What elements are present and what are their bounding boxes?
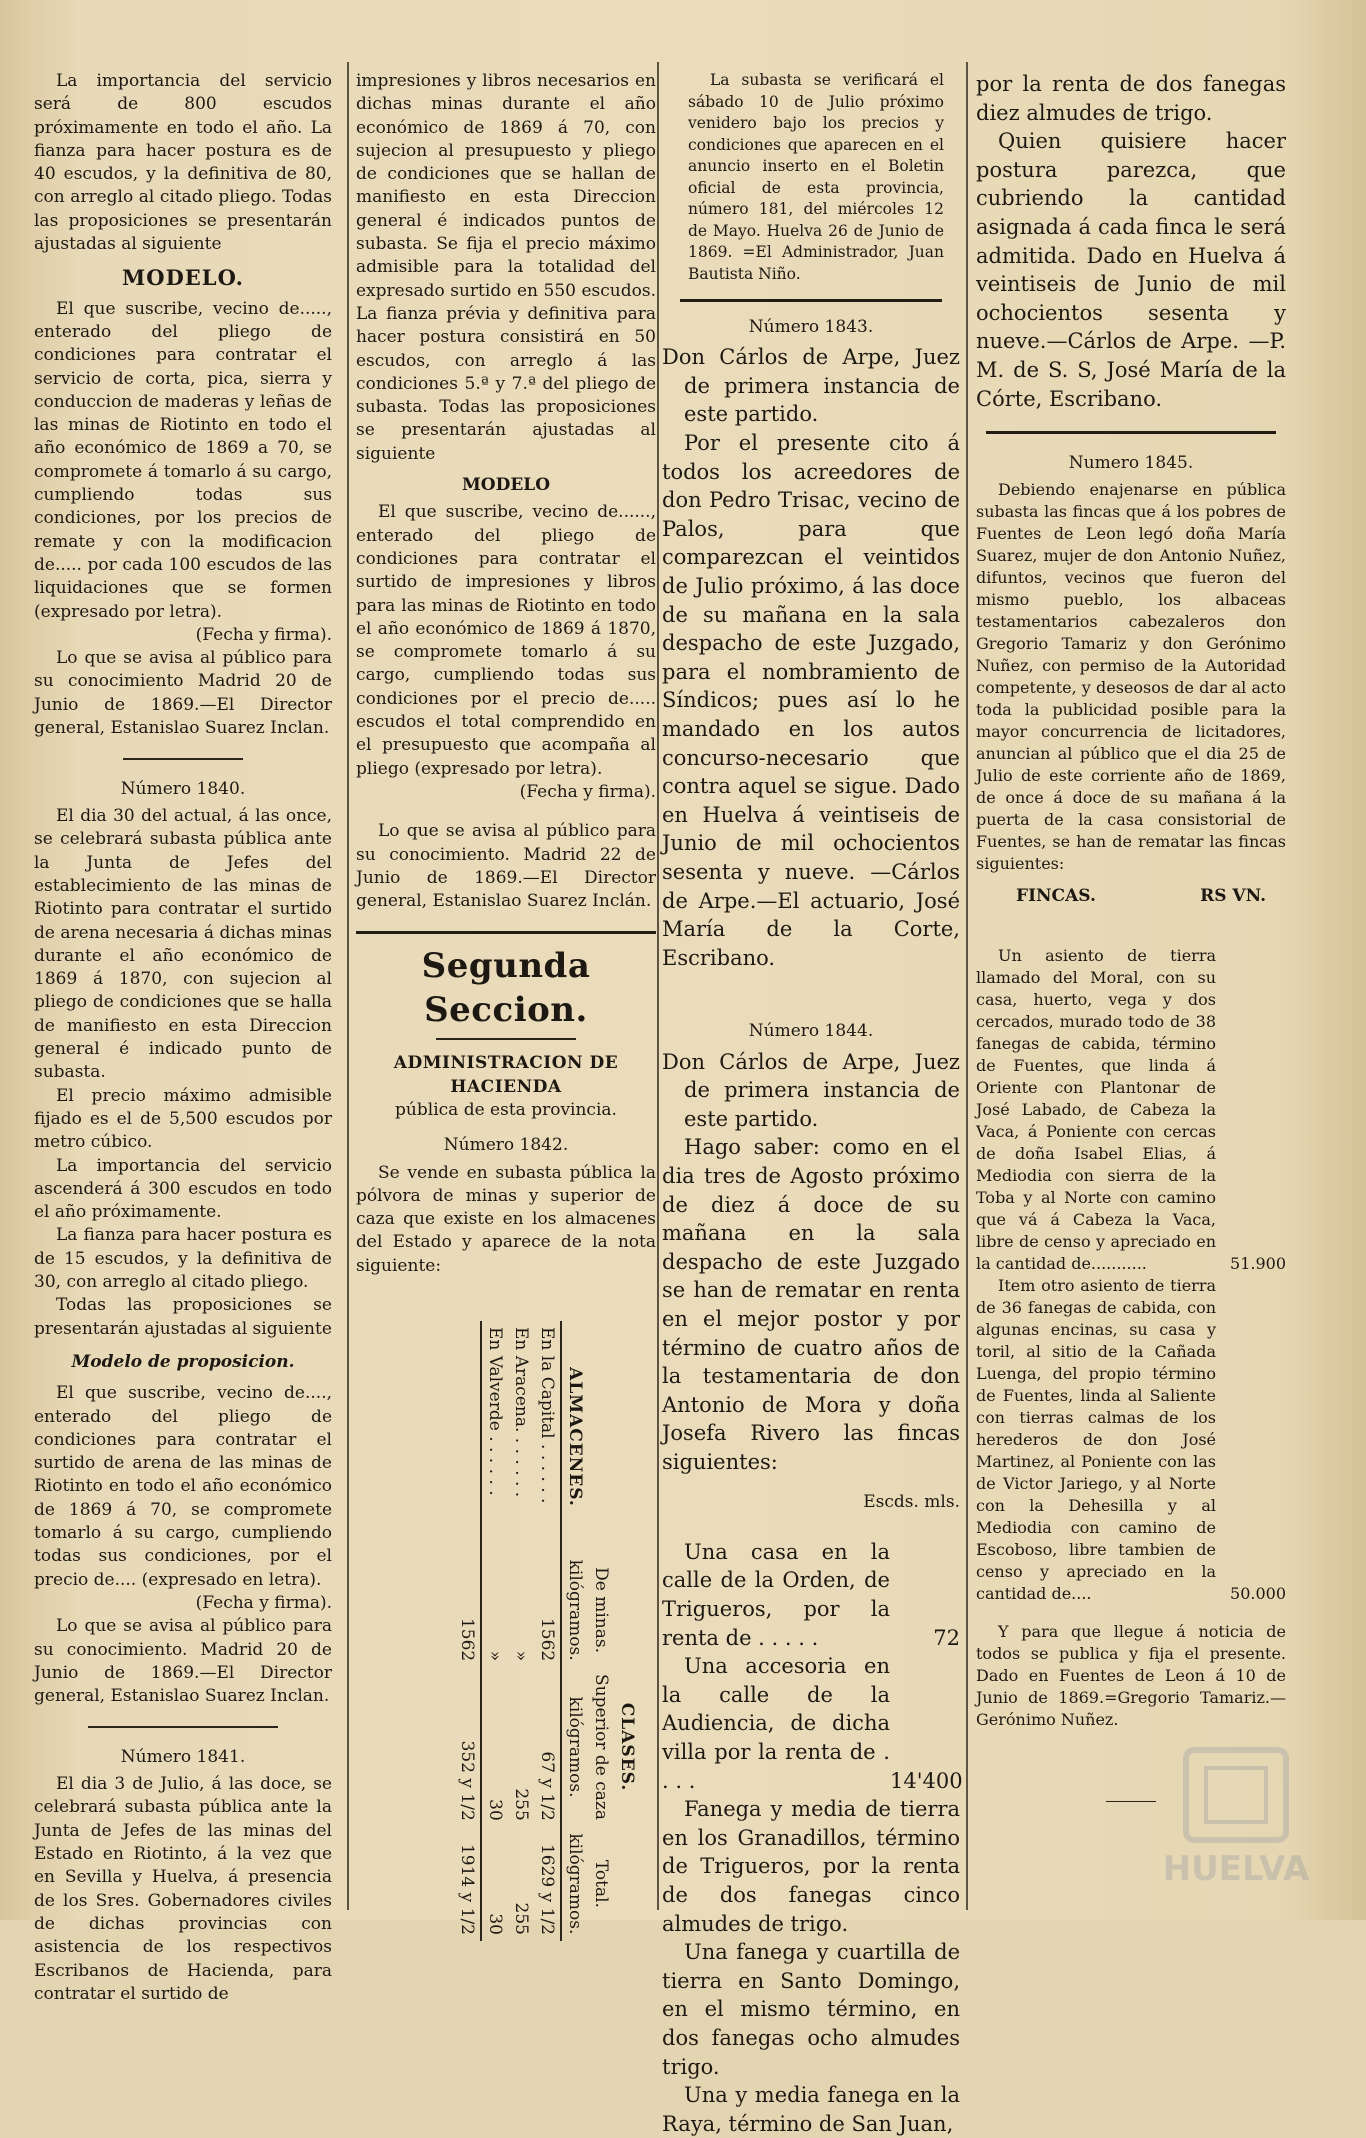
finca-value: 14'400 <box>890 1768 963 1793</box>
divider <box>986 431 1276 434</box>
notice-number: Número 1840. <box>120 778 246 799</box>
admin-subtitle: pública de esta provincia. <box>395 1099 617 1120</box>
table-cell: 255 <box>511 1788 531 1821</box>
table-cell: 255 <box>511 1902 531 1936</box>
paragraph: La importancia del servicio ascenderá á 300 escudos en todo el año próximamente. <box>34 1155 332 1223</box>
notice-number: Número 1841. <box>120 1746 246 1767</box>
table-cell: » <box>511 1650 531 1662</box>
paragraph: impresiones y libros necesarios en dichas minas durante el año económico de 1869 á 70, con sujecion al presupuesto y pliego de condiciones que se hallan de manifiesto en esta Direccion general é indicados puntos de subasta. Se fija el precio máximo admisible para la totalidad del expresado surtido en 550 escudos. La fianza prévia y definitiva para hacer postura consistirá en 50 escudos, con arreglo á las condiciones 5.ª y 7.ª del pliego de subasta. Todas las proposiciones se presentarán ajustadas al siguiente <box>356 71 656 464</box>
section-title: Segunda Seccion. <box>421 946 591 1031</box>
column-3 <box>662 70 963 2136</box>
paragraph: La importancia del servicio será de 800 escudos próximamente en todo el año. La fianza para hacer postura es de 40 escudos, y la definitiva de 80, con arreglo al citado pliego. Todas las proposiciones se presentarán ajustadas al siguiente <box>34 71 332 255</box>
modelo-heading: MODELO. <box>122 265 244 291</box>
table-col-minas: De minas. <box>591 1567 611 1654</box>
rs-vn-label: RS VN. <box>1200 886 1266 907</box>
paragraph: El que suscribe, vecino de...., enterado del pliego de condiciones para contratar el surtido de arena de las minas de Riotinto en todo el año económico de 1869 á 70, se compromete tomarlo á su cargo, cumpliendo todas sus condiciones, por el precio de.... (expresado en letra). <box>34 1383 332 1590</box>
paragraph: Lo que se avisa al público para su conocimiento. Madrid 22 de Junio de 1869.—El Director general, Estanislao Suarez Inclán. <box>356 821 656 912</box>
table-cell: En Valverde . . . . . . <box>485 1327 505 1496</box>
modelo-heading: Modelo de proposicion. <box>71 1351 295 1372</box>
paragraph: Don Cárlos de Arpe, Juez de primera instancia de este partido. <box>662 1049 960 1131</box>
paragraph: La subasta se verificará el sábado 10 de Julio próximo venidero bajo los precios y condiciones que aparecen en el anuncio inserto en el Boletin oficial de esta provincia, número 181, del miércoles 12 de Mayo. Huelva 26 de Junio de 1869. =El Administrador, Juan Bautista Niño. <box>688 71 944 283</box>
table-unit: kilógramos. <box>565 1696 585 1798</box>
paragraph: Don Cárlos de Arpe, Juez de primera instancia de este partido. <box>662 345 960 427</box>
fecha-firma: (Fecha y firma). <box>519 781 656 802</box>
list-item <box>662 1652 963 1795</box>
paragraph: Se vende en subasta pública la pólvora de minas y superior de caza que existe en los almacenes del Estado y aparece de la nota siguiente: <box>356 1162 656 1276</box>
table-row <box>534 1321 561 1941</box>
notice-number: Número 1842. <box>443 1135 569 1156</box>
column-divider <box>966 62 968 1910</box>
table-cell: » <box>485 1650 505 1662</box>
table-unit: kilógramos. <box>565 1833 585 1935</box>
paragraph: El dia 3 de Julio, á las doce, se celebrará subasta pública ante la Junta de Jefes de las minas del Estado en Riotinto, á la vez que en Sevilla y Huelva, á presencia de los Sres. Gobernadores civiles de dichas provincias con asistencia de los respectivos Escribanos de Hacienda, para contratar el surtido de <box>34 1774 332 2004</box>
table-cell: En la Capital . . . . . . <box>534 1321 561 1553</box>
paragraph: Lo que se avisa al público para su conocimiento Madrid 20 de Junio de 1869.—El Director general, Estanislao Suarez Inclan. <box>34 648 332 739</box>
table-cell: 1562 <box>454 1553 481 1667</box>
list-item <box>662 1538 960 1652</box>
finca-value: 72 <box>933 1625 960 1650</box>
column-divider <box>347 62 349 1910</box>
fecha-firma: (Fecha y firma). <box>195 624 332 645</box>
admin-title: ADMINISTRACION DE HACIENDA <box>393 1053 619 1097</box>
table-header-almacenes: ALMACENES. <box>565 1367 585 1507</box>
divider <box>436 1038 576 1040</box>
seal-text: HUELVA <box>1162 1849 1310 1889</box>
notice-number: Número 1843. <box>748 317 874 337</box>
paragraph: Y para que llegue á noticia de todos se publica y fija el presente. Dado en Fuentes de Leon á 10 de Junio de 1869.=Gregorio Tamariz.— Gerónimo Nuñez. <box>976 1621 1286 1729</box>
paragraph: El dia 30 del actual, á las once, se celebrará subasta pública ante la Junta de Jefes del establecimiento de las minas de Riotinto para contratar el surtido de arena necesaria á dichas minas durante el año económico de 1869 á 1870, con sujecion al pliego de condiciones que se halla de manifiesto en esta Direccion general é indicado punto de subasta. <box>34 806 332 1083</box>
list-item <box>976 1275 1286 1605</box>
fincas-header <box>1016 885 1266 908</box>
paragraph: Hago saber: como en el dia tres de Agosto próximo de diez á doce de su mañana en la sala despacho de este Juzgado se han de rematar en renta en el mejor postor y por término de cuatro años de la testamentaria de don Antonio de Mora y doña Josefa Rivero las fincas siguientes: <box>662 1135 960 1474</box>
finca-value: 50.000 <box>1230 1583 1286 1603</box>
powder-table <box>356 1286 656 1966</box>
divider <box>88 1726 278 1728</box>
column-2 <box>356 70 656 1936</box>
table-cell: En Aracena. . . . . . . <box>511 1327 531 1498</box>
notice-number: Numero 1845. <box>1068 453 1194 474</box>
paragraph: por la renta de dos fanegas diez almudes de trigo. <box>976 72 1286 125</box>
finca-description: Una casa en la calle de la Orden, de Trigueros, por la renta de . . . . . <box>662 1539 890 1650</box>
column-divider <box>657 62 659 1910</box>
finca-description: Una fanega y cuartilla de tierra en Santo Domingo, en el mismo término, en dos fanegas ocho almudes trigo. <box>662 1940 960 2079</box>
divider <box>356 931 656 934</box>
table-cell: 352 y 1/2 <box>454 1667 481 1827</box>
paragraph: La fianza para hacer postura es de 15 escudos, y la definitiva de 30, con arreglo al citado pliego. <box>34 1225 332 1293</box>
paragraph: Quien quisiere hacer postura parezca, que cubriendo la cantidad asignada á cada finca le será admitida. Dado en Huelva á veintiseis de Junio de mil ochocientos sesenta y nueve.—Cárlos de Arpe. —P. M. de S. S, José María de la Córte, Escribano. <box>976 129 1286 411</box>
paragraph: El que suscribe, vecino de....., enterado del pliego de condiciones para contratar el servicio de corta, pica, sierra y conduccion de maderas y leñas de las minas de Riotinto en todo el año económico de 1869 a 70, se compromete á tomarlo á su cargo, cumpliendo todas sus condiciones, por los precios de remate y con la modificacion de..... por cada 100 escudos de las liquidaciones que se formen (expresado por letra). <box>34 298 332 622</box>
paragraph: El precio máximo admisible fijado es el de 5,500 escudos por metro cúbico. <box>34 1085 332 1153</box>
table-cell: 1629 y 1/2 <box>534 1827 561 1941</box>
table-cell: 30 <box>485 1799 505 1821</box>
finca-value: 51.900 <box>1230 1253 1286 1273</box>
finca-description: Un asiento de tierra llamado del Moral, con su casa, huerto, vega y dos cercados, murado todo de 38 fanegas de cabida, término de Fuentes, que linda á Oriente con Plantonar de José Labado, de Cabeza la Vaca, á Poniente con cercas de doña Isabel Elias, á Mediodia con sierra de la Toba y al Norte con camino que vá á Cabeza la Vaca, libre de censo y apreciado en la cantidad de........... <box>976 945 1216 1273</box>
modelo-heading: MODELO <box>461 475 551 496</box>
fecha-firma: (Fecha y firma). <box>195 1592 332 1613</box>
table-cell: 1562 <box>534 1553 561 1667</box>
divider <box>680 299 942 302</box>
paragraph: Debiendo enajenarse en pública subasta las fincas que á los pobres de Fuentes de Leon legó doña María Suarez, mujer de don Antonio Nuñez, difuntos, vecinos que fueron del mismo pueblo, los albaceas testamentarios cabezaleros don Gregorio Tamariz y don Gerónimo Nuñez, con permiso de la Autoridad competente, y deseosos de dar al acto toda la publicidad posible para la mayor concurrencia de licitadores, anuncian al público que el dia 25 de Julio de este corriente año de 1869, de once á doce de su mañana á la puerta de la casa consistorial de Fuentes, se han de rematar las fincas siguientes: <box>976 480 1286 874</box>
table-totals-row <box>454 1321 481 1941</box>
archive-seal-logo <box>1146 1740 1326 1890</box>
column-header-escds: Escds. mls. <box>863 1491 960 1512</box>
table-header-clases: CLASES. <box>617 1702 637 1792</box>
table-row <box>481 1321 508 1941</box>
table-row <box>508 1321 534 1941</box>
table-unit: kilógramos. <box>565 1559 585 1661</box>
finca-description: Fanega y media de tierra en los Granadillos, término de Trigueros, por la renta de dos fanegas cinco almudes de trigo. <box>662 1797 960 1936</box>
finca-description: Una y media fanega en la Raya, término de San Juan, <box>662 2083 960 2136</box>
fincas-title: FINCAS. <box>1016 886 1096 907</box>
paragraph: Lo que se avisa al público para su conocimiento. Madrid 20 de Junio de 1869.—El Director general, Estanislao Suarez Inclan. <box>34 1616 332 1707</box>
finca-description: Una accesoria en la calle de la Audiencia, de dicha villa por la renta de . . . . <box>662 1654 890 1793</box>
divider <box>123 758 243 760</box>
table-cell: 30 <box>485 1913 505 1936</box>
finca-description: Item otro asiento de tierra de 36 fanegas de cabida, con algunas encinas, su casa y toril, al sitio de la Cañada Luenga, del propio término de Fuentes, linda al Saliente con tierras calmas de los herederos de don José Martinez, al Poniente con las de Victor Jariego, y al Norte con la Dehesilla y al Mediodia con camino de Escoboso, libre tambien de censo y apreciado en la cantidad de.... <box>976 1275 1216 1603</box>
column-4 <box>976 70 1286 1900</box>
table-cell: 67 y 1/2 <box>534 1667 561 1827</box>
table-col-caza: Superior de caza <box>591 1674 611 1821</box>
notice-number: Número 1844. <box>748 1021 874 1042</box>
table-cell: 1914 y 1/2 <box>454 1827 481 1941</box>
paragraph: Por el presente cito á todos los acreedores de don Pedro Trisac, vecino de Palos, para que comparezcan el veintidos de Julio próximo, á las doce de su mañana en la sala despacho de este Juzgado, para el nombramiento de Síndicos; pues así lo he mandado en los autos concurso-necesario que contra aquel se sigue. Dado en Huelva á veintiseis de Junio de mil ochocientos sesenta y nueve. —Cárlos de Arpe.—El actuario, José María de la Corte, Escribano. <box>662 431 960 970</box>
list-item <box>976 945 1286 1275</box>
paragraph: El que suscribe, vecino de......, enterado del pliego de condiciones para contratar el surtido de impresiones y libros para las minas de Riotinto en todo el año económico de 1869 á 1870, se compromete tomarlo á su cargo, cumpliendo todas sus condiciones por el precio de..... escudos el total comprendido en el presupuesto que acompaña al pliego (expresado por letra). <box>356 502 656 779</box>
table-col-total: Total. <box>591 1859 611 1908</box>
paragraph: Todas las proposiciones se presentarán ajustadas al siguiente <box>34 1295 332 1339</box>
column-1 <box>34 70 332 2004</box>
